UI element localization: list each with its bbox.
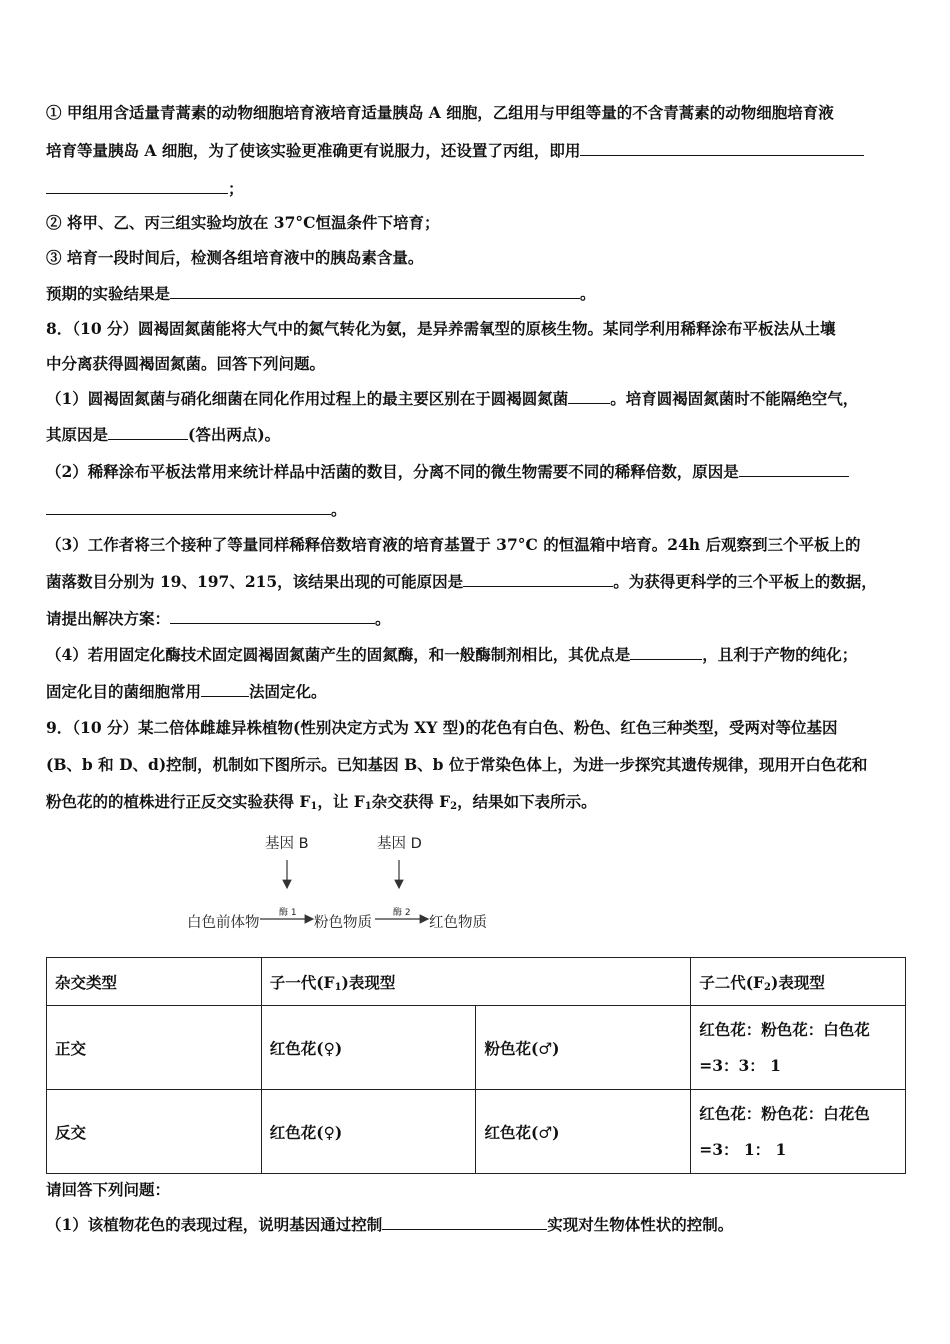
answer-blank[interactable] [630,645,702,660]
text-line: ； [46,179,244,199]
question-8-part-1: 其原因是 (答出两点)。 [46,425,281,444]
white-precursor-label: 白色前体物 [187,915,260,931]
text-line: ① 甲组用含适量青蒿素的动物细胞培育液培育适量胰岛 A 细胞，乙组用与甲组等量的不含青蒿素的动物细胞培育液 [46,103,834,122]
answer-blank[interactable] [108,425,188,440]
question-9-stem: 粉色花的的植株进行正反交实验获得 $F_1$，让 $F_1$杂交获得 $F_2$，结果如下表所示。 [46,792,597,812]
cell-cross-type: 反交 [47,1090,262,1174]
text-line: 培育等量胰岛 A 细胞，为了使该实验更准确更有说服力，还设置了丙组，即用 [46,141,864,161]
text-line: ③ 培育一段时间后，检测各组培育液中的胰岛素含量。 [46,248,424,267]
answer-blank[interactable] [46,179,228,194]
cell-f1-female: 红色花(♀) [261,1090,476,1174]
answer-blank[interactable] [739,462,849,477]
header-f2: 子二代$(F_2)$表现型 [691,958,906,1006]
question-8-part-2: （2）稀释涂布平板法常用来统计样品中活菌的数目，分离不同的微生物需要不同的稀释倍数，原因是 [46,462,849,482]
cell-cross-type: 正交 [47,1006,262,1090]
text-line: ② 将甲、乙、丙三组实验均放在 37°C恒温条件下培育； [46,213,440,232]
pathway-diagram [185,828,505,938]
question-9-stem: (B、b 和 D、d)控制，机制如下图所示。已知基因 B、b 位于常染色体上，为进一步探究其遗传规律，现用开白色花和 [46,755,868,774]
question-8-stem: 中分离获得圆褐固氮菌。回答下列问题。 [46,354,326,373]
answer-blank[interactable] [201,682,249,697]
table-row [47,1006,906,1090]
question-8-part-2: 。 [46,500,347,520]
header-f1: 子一代$(F_1)$表现型 [261,958,690,1006]
question-8-stem: 8．（10 分）圆褐固氮菌能将大气中的氮气转化为氨，是异养需氧型的原核生物。某同学利用稀释涂布平板法从土壤 [46,319,836,338]
cell-f1-male: 粉色花(♂) [476,1006,691,1090]
question-8-part-3: （3）工作者将三个接种了等量同样稀释倍数培育液的培育基置于 37°C 的恒温箱中培育。24h 后观察到三个平板上的 [46,535,861,554]
cell-f2-ratio: 红色花：粉色花：白花色 =3： 1： 1 [691,1090,906,1174]
header-cross-type: 杂交类型 [47,958,262,1006]
enzyme2-label: 酶 2 [393,908,411,918]
question-8-part-4: （4）若用固定化酶技术固定圆褐固氮菌产生的固氮酶，和一般酶制剂相比，其优点是 ，且利于产物的纯化； [46,645,858,664]
pink-substance-label: 粉色物质 [314,915,372,931]
enzyme1-label: 酶 1 [279,908,297,918]
question-8-part-3: 菌落数目分别为 19、197、215，该结果出现的可能原因是 。为获得更科学的三个平板上的数据， [46,572,877,591]
gene-b-label: 基因 B [265,836,309,852]
answer-blank[interactable] [170,609,375,624]
table-row [47,1090,906,1174]
answer-blank[interactable] [382,1215,547,1230]
red-substance-label: 红色物质 [429,915,487,931]
question-9-stem: 9．（10 分）某二倍体雌雄异株植物(性别决定方式为 XY 型)的花色有白色、粉色、红色三种类型，受两对等位基因 [46,718,838,737]
answer-blank[interactable] [463,572,613,587]
question-8-part-4: 固定化目的菌细胞常用 法固定化。 [46,682,327,701]
answer-blank[interactable] [170,284,580,299]
answer-blank[interactable] [568,389,610,404]
question-8-part-3: 请提出解决方案： 。 [46,609,391,628]
cell-f1-female: 红色花(♀) [261,1006,476,1090]
cell-f1-male: 红色花(♂) [476,1090,691,1174]
table-header-row [47,958,906,1006]
text-line: 请回答下列问题： [46,1180,171,1199]
question-8-part-1: （1）圆褐固氮菌与硝化细菌在同化作用过程上的最主要区别在于圆褐圆氮菌 。培育圆褐固氮菌时不能隔绝空气， [46,389,859,408]
answer-blank[interactable] [580,141,864,156]
question-9-part-1: （1）该植物花色的表现过程，说明基因通过控制 实现对生物体性状的控制。 [46,1215,734,1234]
text-line: 预期的实验结果是 。 [46,284,596,303]
gene-d-label: 基因 D [377,836,422,852]
cell-f2-ratio: 红色花：粉色花：白色花 =3：3： 1 [691,1006,906,1090]
cross-results-table [46,957,906,1174]
answer-blank[interactable] [46,500,331,515]
